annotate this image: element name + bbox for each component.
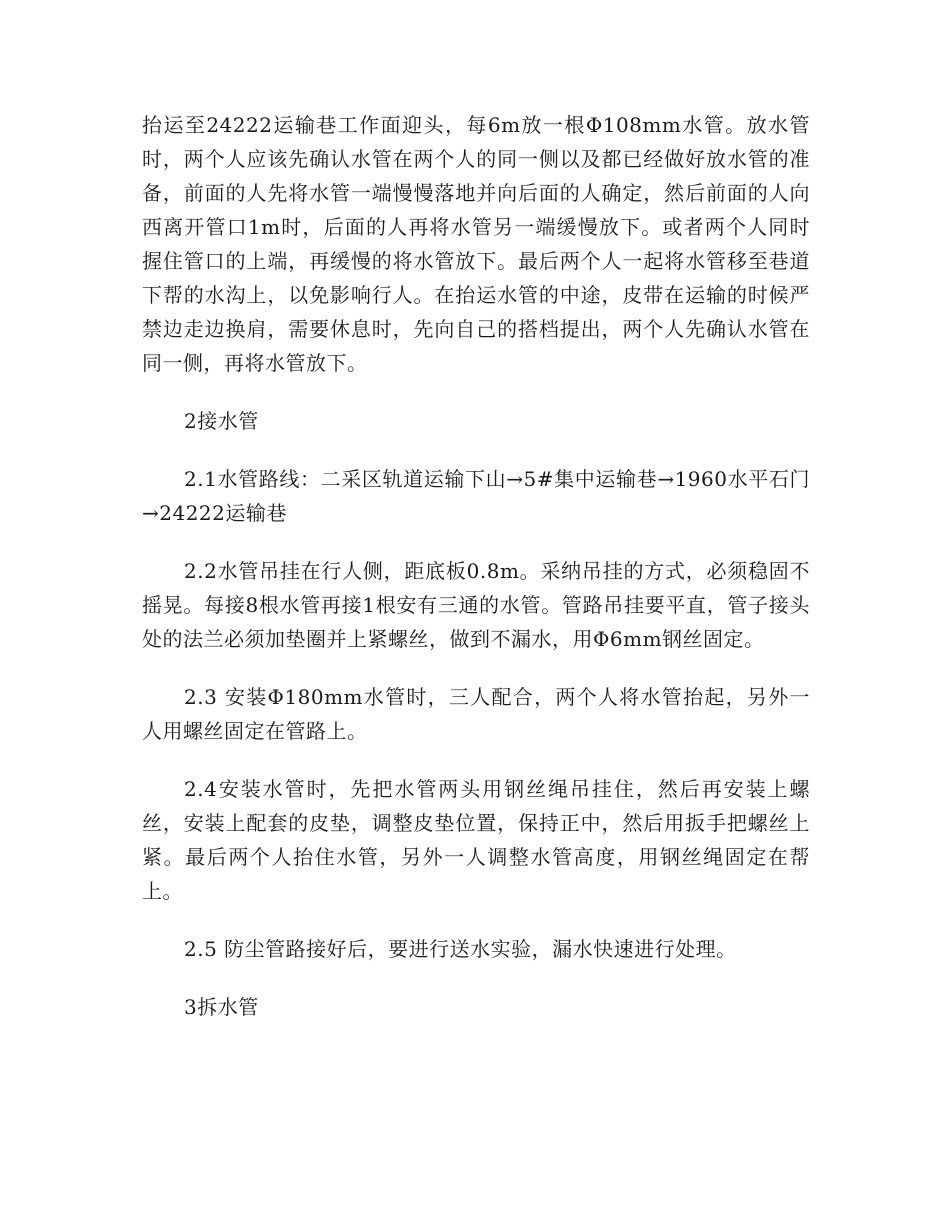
document-body	[142, 108, 810, 1048]
paragraph-2-5: 2.5 防尘管路接好后，要进行送水实验，漏水快速进行处理。	[184, 937, 737, 961]
paragraph-2-3: 2.3 安装Φ180mm水管时，三人配合，两个人将水管抬起，另外一人用螺丝固定在管路上。	[142, 685, 810, 743]
paragraph-transport: 抬运至24222运输巷工作面迎头，每6m放一根Φ108mm水管。放水管时，两个人应该先确认水管在两个人的同一侧以及都已经做好放水管的准备，前面的人先将水管一端慢慢落地并向后面的人确定，然后前面的人向西离开管口1m时，后面的人再将水管另一端缓慢放下。或者两个人同时握住管口的上端，再缓慢的将水管放下。最后两个人一起将水管移至巷道下帮的水沟上，以免影响行人。在抬运水管的中途，皮带在运输的时候严禁边走边换肩，需要休息时，先向自己的搭档提出，两个人先确认水管在同一侧，再将水管放下。	[142, 113, 810, 375]
heading-remove-pipe: 3拆水管	[184, 995, 259, 1019]
heading-connect-pipe: 2接水管	[184, 409, 259, 433]
paragraph-2-1: 2.1水管路线：二采区轨道运输下山→5#集中运输巷→1960水平石门→24222运输巷	[142, 467, 810, 525]
paragraph-2-4: 2.4安装水管时，先把水管两头用钢丝绳吊挂住，然后再安装上螺丝，安装上配套的皮垫，调整皮垫位置，保持正中，然后用扳手把螺丝上紧。最后两个人抬住水管，另外一人调整水管高度，用钢丝绳固定在帮上。	[142, 777, 810, 903]
paragraph-2-2: 2.2水管吊挂在行人侧，距底板0.8m。采纳吊挂的方式，必须稳固不摇晃。每接8根水管再接1根安有三通的水管。管路吊挂要平直，管子接头处的法兰必须加垫圈并上紧螺丝，做到不漏水，用Φ6mm钢丝固定。	[142, 559, 810, 651]
